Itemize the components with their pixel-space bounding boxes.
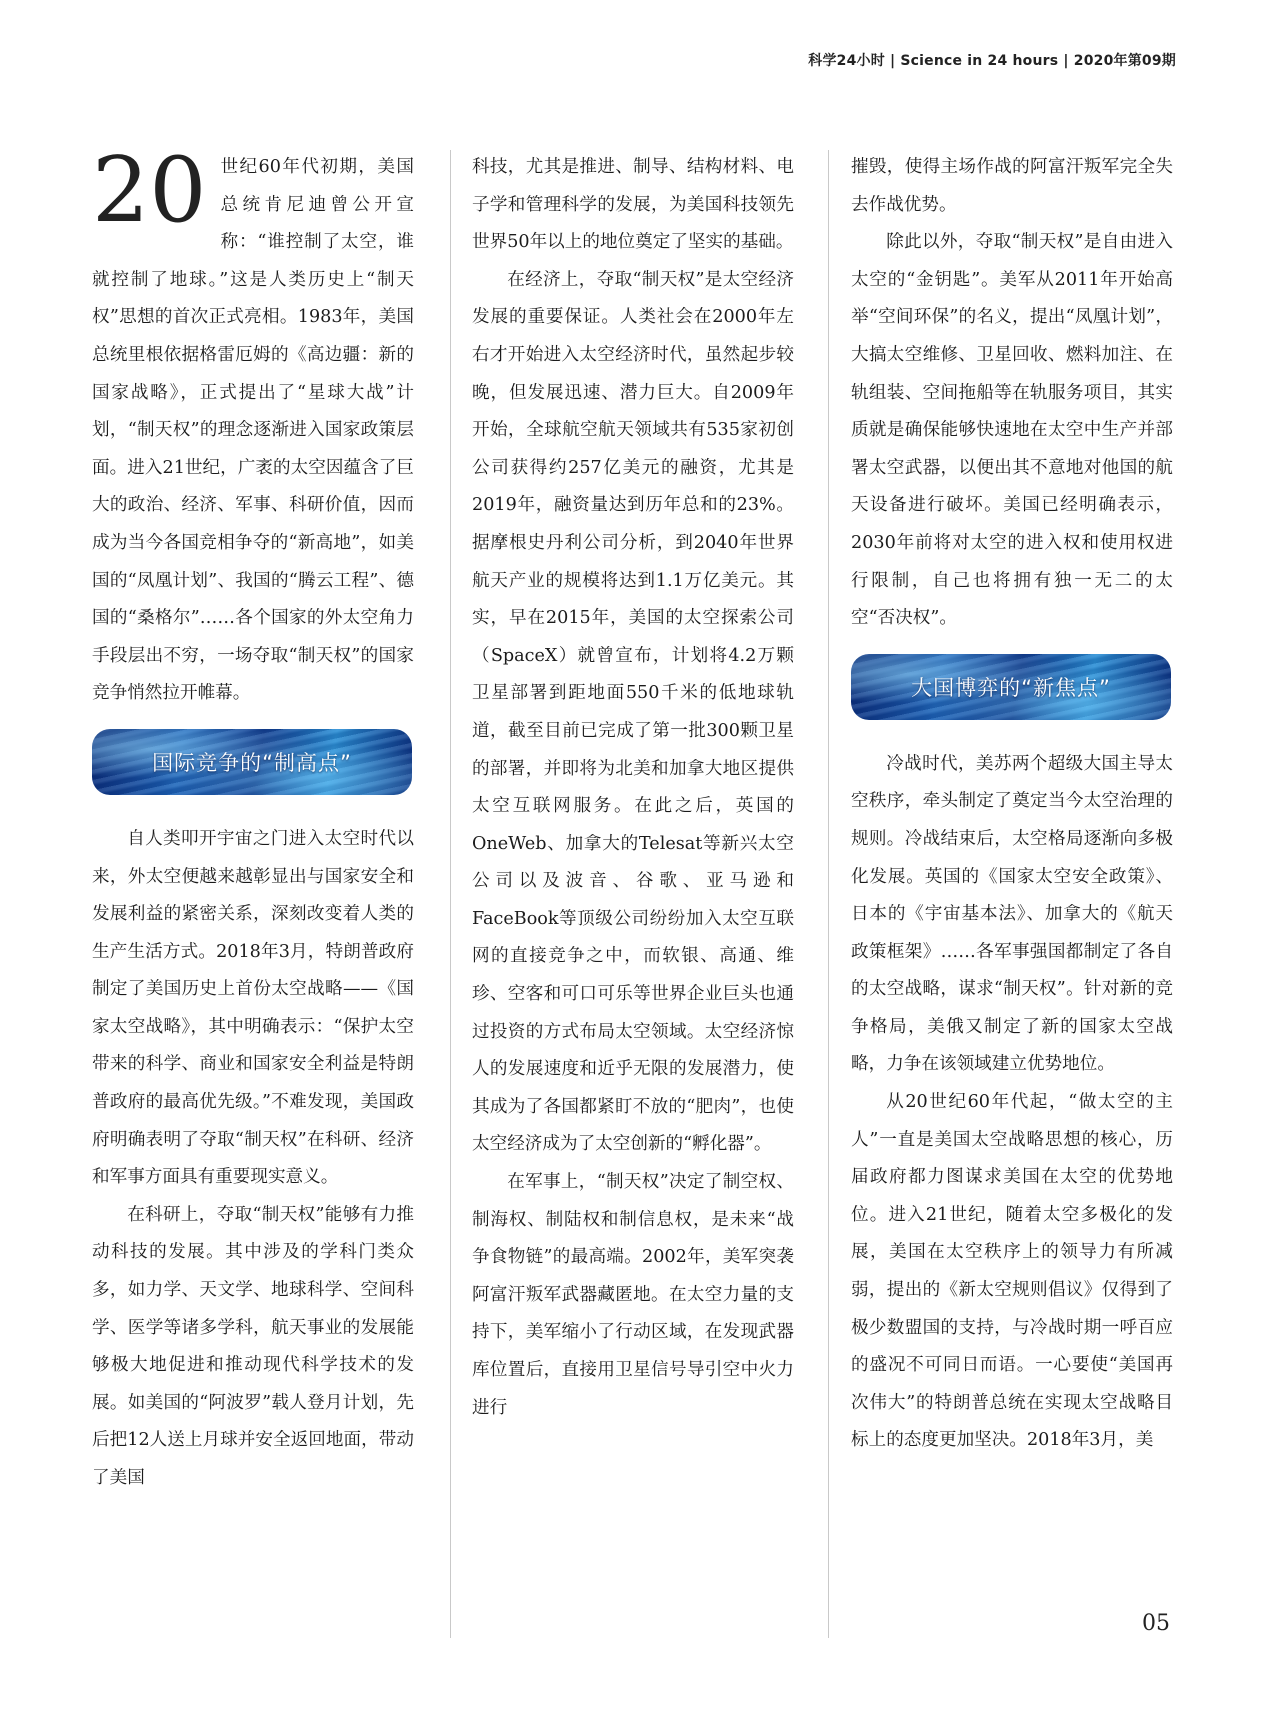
article-paragraph: 自人类叩开宇宙之门进入太空时代以来，外太空便越来越彰显出与国家安全和发展利益的紧密关系，深刻改变着人类的生产生活方式。2018年3月，特朗普政府制定了美国历史上首份太空战略——《国家太空战略》，其中明确表示：“保护太空带来的科学、商业和国家安全利益是特朗普政府的最高优先级。”不难发现，美国政府明确表明了夺取“制天权”在科研、经济和军事方面具有重要现实意义。	[92, 828, 414, 1188]
article-paragraph: 冷战时代，美苏两个超级大国主导太空秩序，牵头制定了奠定当今太空治理的规则。冷战结束后，太空格局逐渐向多极化发展。英国的《国家太空安全政策》、日本的《宇宙基本法》、加拿大的《航天政策框架》……各军事强国都制定了各自的太空战略，谋求“制天权”。针对新的竞争格局，美俄又制定了新的国家太空战略，力争在该领域建立优势地位。	[851, 753, 1173, 1075]
section-heading: 大国博弈的“新焦点”	[911, 675, 1111, 700]
column-1	[92, 149, 414, 1639]
paragraph-text: 世纪60年代初期，美国总统肯尼迪曾公开宣称：“谁控制了太空，谁就控制了地球。”这是人类历史上“制天权”思想的首次正式亮相。1983年，美国总统里根依据格雷厄姆的《高边疆：新的国家战略》，正式提出了“星球大战”计划，“制天权”的理念逐渐进入国家政策层面。进入21世纪，广袤的太空因蕴含了巨大的政治、经济、军事、科研价值，因而成为当今各国竞相争夺的“新高地”，如美国的“凤凰计划”、我国的“腾云工程”、德国的“桑格尔”……各个国家的外太空角力手段层出不穷，一场夺取“制天权”的国家竞争悄然拉开帷幕。	[92, 157, 414, 704]
article-paragraph: 从20世纪60年代起，“做太空的主人”一直是美国太空战略思想的核心，历届政府都力图谋求美国在太空的优势地位。进入21世纪，随着太空多极化的发展，美国在太空秩序上的领导力有所减弱，提出的《新太空规则倡议》仅得到了极少数盟国的支持，与冷战时期一呼百应的盛况不可同日而语。一心要使“美国再次伟大”的特朗普总统在实现太空战略目标上的态度更加坚决。2018年3月，美	[851, 1092, 1173, 1451]
running-header: 科学24小时 | Science in 24 hours | 2020年第09期	[808, 53, 1176, 69]
article-paragraph: 在军事上，“制天权”决定了制空权、制海权、制陆权和制信息权，是未来“战争食物链”的最高端。2002年，美军突袭阿富汗叛军武器藏匿地。在太空力量的支持下，美军缩小了行动区域，在发现武器库位置后，直接用卫星信号导引空中火力进行	[472, 1172, 794, 1418]
article-paragraph	[92, 149, 414, 713]
section-heading-banner	[92, 729, 412, 795]
drop-cap: 20	[92, 149, 207, 243]
article-paragraph: 在经济上，夺取“制天权”是太空经济发展的重要保证。人类社会在2000年左右才开始进入太空经济时代，虽然起步较晚，但发展迅速、潜力巨大。自2009年开始，全球航空航天领域共有535家初创公司获得约257亿美元的融资，尤其是2019年，融资量达到历年总和的23%。据摩根史丹利公司分析，到2040年世界航天产业的规模将达到1.1万亿美元。其实，早在2015年，美国的太空探索公司（SpaceX）就曾宣布，计划将4.2万颗卫星部署到距地面550千米的低地球轨道，截至目前已完成了第一批300颗卫星的部署，并即将为北美和加拿大地区提供太空互联网服务。在此之后，英国的OneWeb、加拿大的Telesat等新兴太空公司以及波音、谷歌、亚马逊和FaceBook等顶级公司纷纷加入太空互联网的直接竞争之中，而软银、高通、维珍、空客和可口可乐等世界企业巨头也通过投资的方式布局太空领域。太空经济惊人的发展速度和近乎无限的发展潜力，使其成为了各国都紧盯不放的“肥肉”，也使太空经济成为了太空创新的“孵化器”。	[472, 269, 794, 1155]
article-paragraph: 科技，尤其是推进、制导、结构材料、电子学和管理科学的发展，为美国科技领先世界50年以上的地位奠定了坚实的基础。	[472, 157, 794, 253]
column-divider	[828, 150, 829, 1638]
section-heading-banner	[851, 654, 1171, 720]
article-paragraph: 在科研上，夺取“制天权”能够有力推动科技的发展。其中涉及的学科门类众多，如力学、天文学、地球科学、空间科学、医学等诸多学科，航天事业的发展能够极大地促进和推动现代科学技术的发展。如美国的“阿波罗”载人登月计划，先后把12人送上月球并安全返回地面，带动了美国	[92, 1204, 414, 1488]
column-divider	[450, 150, 451, 1638]
section-heading: 国际竞争的“制高点”	[152, 750, 352, 775]
column-3	[851, 149, 1173, 1639]
page-number: 05	[1142, 1611, 1170, 1636]
article-paragraph: 除此以外，夺取“制天权”是自由进入太空的“金钥匙”。美军从2011年开始高举“空间环保”的名义，提出“凤凰计划”，大搞太空维修、卫星回收、燃料加注、在轨组装、空间拖船等在轨服务项目，其实质就是确保能够快速地在太空中生产并部署太空武器，以便出其不意地对他国的航天设备进行破坏。美国已经明确表示，2030年前将对太空的进入权和使用权进行限制，自己也将拥有独一无二的太空“否决权”。	[851, 232, 1173, 629]
column-2	[472, 149, 794, 1639]
article-paragraph: 摧毁，使得主场作战的阿富汗叛军完全失去作战优势。	[851, 157, 1173, 215]
